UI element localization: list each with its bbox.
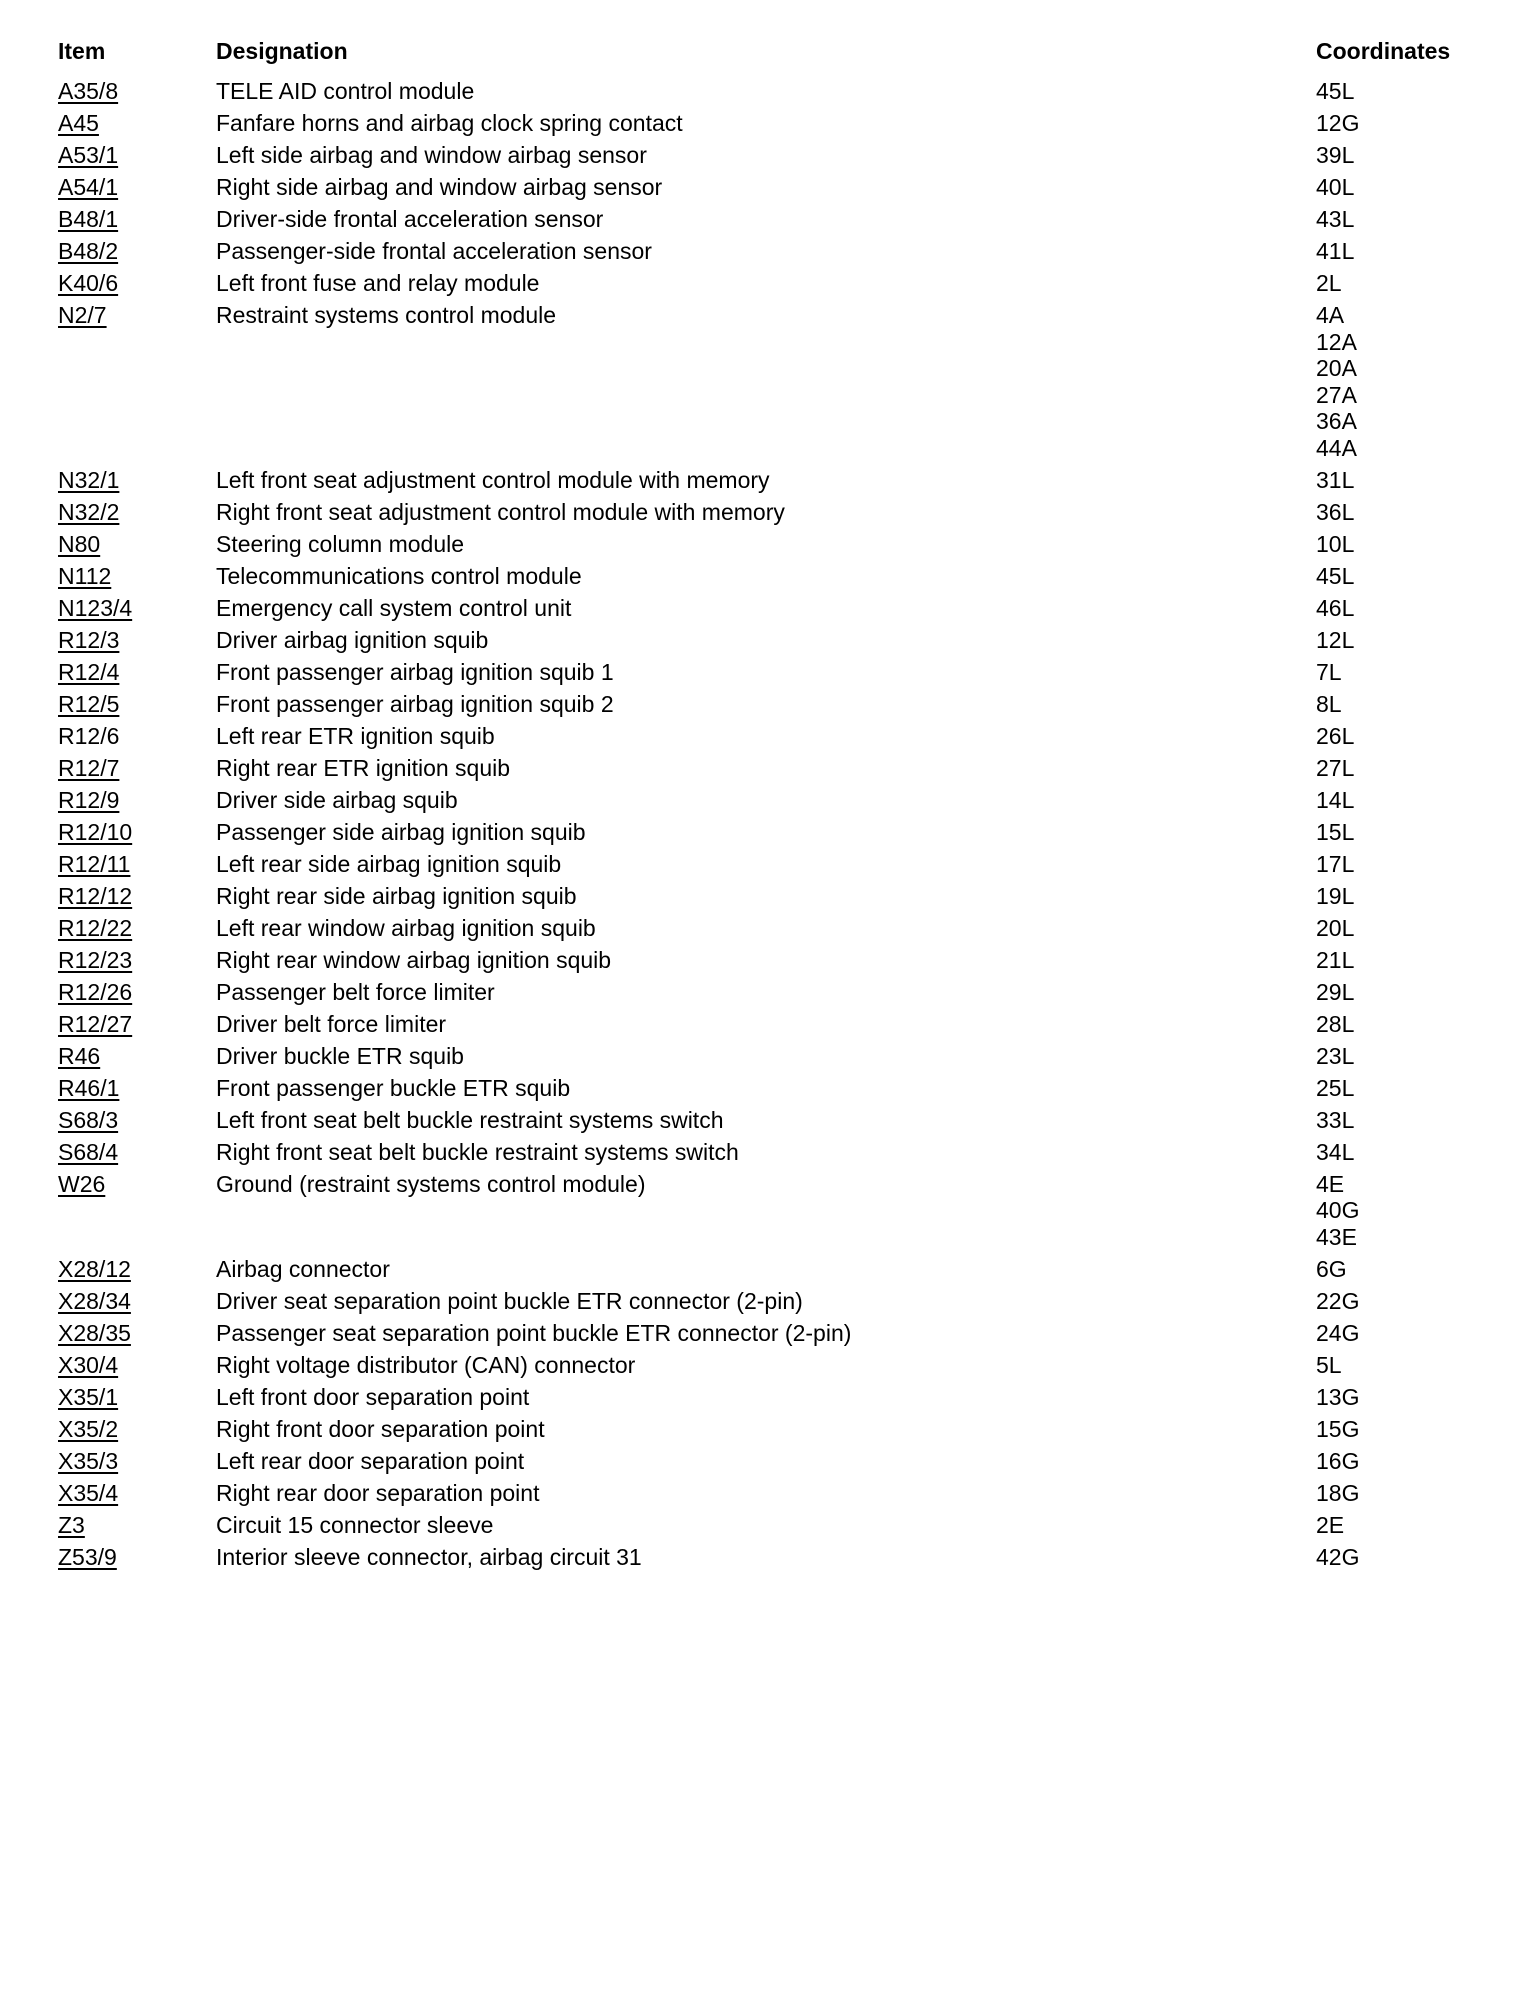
- designation-cell: Right side airbag and window airbag sensor: [216, 174, 663, 200]
- coordinates-cell: [1316, 563, 1498, 590]
- item-cell: [58, 531, 216, 557]
- coordinate-value: 17L: [1316, 850, 1355, 877]
- designation-cell: Left front fuse and relay module: [216, 270, 540, 296]
- coordinates-cell: [1316, 174, 1498, 201]
- item-cell: [58, 1171, 216, 1197]
- coordinate-value: 40G: [1316, 1197, 1360, 1223]
- coordinate-value: 12G: [1316, 110, 1360, 136]
- item-link[interactable]: R46: [58, 1042, 101, 1069]
- item-cell: [58, 723, 216, 749]
- coordinates-cell: [1316, 1107, 1498, 1134]
- coordinate-value: 4E: [1316, 1170, 1345, 1197]
- coordinate-value: 15G: [1316, 1415, 1360, 1442]
- item-cell: [58, 595, 216, 621]
- table-row: [58, 691, 1498, 723]
- coordinate-value: 36A: [1316, 408, 1357, 434]
- designation-cell: Driver airbag ignition squib: [216, 626, 489, 653]
- item-link[interactable]: N2/7: [58, 302, 107, 328]
- table-row: [58, 563, 1498, 595]
- item-link[interactable]: X28/12: [58, 1255, 131, 1282]
- designation-cell: Left rear ETR ignition squib: [216, 722, 495, 749]
- item-link[interactable]: R12/9: [58, 786, 120, 813]
- item-link[interactable]: N32/1: [58, 466, 120, 493]
- item-cell: [58, 1384, 216, 1410]
- coordinates-cell: [1316, 915, 1498, 942]
- table-row: [58, 531, 1498, 563]
- coordinate-value: 44A: [1316, 434, 1357, 461]
- item-cell: [58, 499, 216, 525]
- designation-cell: Emergency call system control unit: [216, 594, 572, 621]
- coordinate-value: 8L: [1316, 690, 1342, 717]
- item-link[interactable]: N80: [58, 530, 101, 557]
- designation-cell: Front passenger airbag ignition squib 2: [216, 690, 614, 717]
- item-link[interactable]: X28/34: [58, 1287, 131, 1314]
- table-row: [58, 947, 1498, 979]
- table-row: [58, 1352, 1498, 1384]
- item-cell: [58, 947, 216, 973]
- item-link[interactable]: R46/1: [58, 1074, 120, 1101]
- designation-cell: Left rear window airbag ignition squib: [216, 914, 596, 941]
- table-row: [58, 1384, 1498, 1416]
- table-row: [58, 78, 1498, 110]
- item-link[interactable]: A53/1: [58, 142, 119, 168]
- table-row: [58, 627, 1498, 659]
- table-row: [58, 1171, 1498, 1256]
- item-link[interactable]: A54/1: [58, 174, 119, 200]
- item-link[interactable]: R12/10: [58, 818, 133, 845]
- table-row: [58, 1512, 1498, 1544]
- coordinate-value: 16G: [1316, 1447, 1360, 1474]
- coordinate-value: 39L: [1316, 142, 1355, 168]
- item-cell: [58, 1480, 216, 1506]
- table-row: [58, 1107, 1498, 1139]
- item-label: R12/6: [58, 722, 120, 749]
- item-cell: [58, 206, 216, 232]
- table-row: [58, 819, 1498, 851]
- header-coordinates: Coordinates: [1316, 38, 1451, 64]
- coordinates-cell: [1316, 499, 1498, 526]
- item-cell: [58, 1512, 216, 1538]
- item-cell: [58, 1544, 216, 1570]
- coordinates-cell: [1316, 1512, 1498, 1539]
- coordinate-value: 23L: [1316, 1042, 1355, 1069]
- coordinate-value: 14L: [1316, 786, 1355, 813]
- coordinates-cell: [1316, 1352, 1498, 1379]
- designation-cell: Fanfare horns and airbag clock spring contact: [216, 110, 683, 136]
- designation-cell: Airbag connector: [216, 1255, 390, 1282]
- designation-cell: Driver belt force limiter: [216, 1010, 447, 1037]
- coordinates-cell: [1316, 1011, 1498, 1038]
- coordinates-cell: [1316, 110, 1498, 137]
- designation-cell: Right front seat adjustment control module with memory: [216, 498, 785, 525]
- item-cell: [58, 979, 216, 1005]
- designation-cell: Right front door separation point: [216, 1415, 545, 1442]
- designation-cell: Driver seat separation point buckle ETR connector (2-pin): [216, 1287, 803, 1314]
- coordinate-value: 45L: [1316, 78, 1355, 104]
- coordinate-value: 31L: [1316, 466, 1355, 493]
- coordinates-cell: [1316, 467, 1498, 494]
- item-cell: [58, 787, 216, 813]
- coordinate-value: 26L: [1316, 722, 1355, 749]
- header-designation: Designation: [216, 38, 348, 64]
- coordinates-cell: [1316, 755, 1498, 782]
- item-cell: [58, 78, 216, 104]
- coordinates-cell: [1316, 270, 1498, 297]
- coordinate-value: 21L: [1316, 946, 1355, 973]
- item-cell: [58, 1352, 216, 1378]
- coordinate-value: 29L: [1316, 978, 1355, 1005]
- designation-cell: Right front seat belt buckle restraint systems switch: [216, 1138, 739, 1165]
- table-row: [58, 659, 1498, 691]
- table-row: [58, 467, 1498, 499]
- designation-cell: Left front seat belt buckle restraint systems switch: [216, 1106, 724, 1133]
- item-link[interactable]: X35/1: [58, 1383, 119, 1410]
- item-cell: [58, 659, 216, 685]
- table-row: [58, 1043, 1498, 1075]
- designation-cell: Passenger belt force limiter: [216, 978, 495, 1005]
- coordinate-value: 43L: [1316, 206, 1355, 232]
- item-cell: [58, 1416, 216, 1442]
- coordinate-value: 24G: [1316, 1319, 1360, 1346]
- item-link[interactable]: X35/3: [58, 1447, 119, 1474]
- designation-cell: Passenger seat separation point buckle ETR connector (2-pin): [216, 1319, 852, 1346]
- coordinates-cell: [1316, 1139, 1498, 1166]
- coordinates-cell: [1316, 627, 1498, 654]
- coordinates-cell: [1316, 691, 1498, 718]
- designation-cell: Passenger side airbag ignition squib: [216, 818, 586, 845]
- coordinate-value: 12A: [1316, 328, 1357, 355]
- header-item: Item: [58, 38, 106, 64]
- coordinates-cell: [1316, 659, 1498, 686]
- item-link[interactable]: R12/11: [58, 850, 131, 877]
- table-row: [58, 206, 1498, 238]
- item-cell: [58, 110, 216, 136]
- coordinates-cell: [1316, 851, 1498, 878]
- designation-cell: Left front seat adjustment control module with memory: [216, 466, 770, 493]
- table-row: [58, 915, 1498, 947]
- coordinates-cell: [1316, 1288, 1498, 1315]
- item-cell: [58, 1288, 216, 1314]
- item-link[interactable]: S68/3: [58, 1106, 119, 1133]
- item-cell: [58, 142, 216, 168]
- coordinate-value: 15L: [1316, 818, 1355, 845]
- coordinate-value: 20L: [1316, 914, 1355, 941]
- table-header-row: [58, 38, 1498, 78]
- coordinates-cell: [1316, 1075, 1498, 1102]
- item-link[interactable]: R12/23: [58, 946, 133, 973]
- item-link[interactable]: R12/5: [58, 690, 120, 717]
- coordinate-value: 40L: [1316, 174, 1355, 200]
- designation-cell: Front passenger airbag ignition squib 1: [216, 658, 614, 685]
- coordinates-cell: [1316, 1544, 1498, 1571]
- designation-cell: Right rear side airbag ignition squib: [216, 882, 577, 909]
- coordinates-cell: [1316, 1480, 1498, 1507]
- item-link[interactable]: W26: [58, 1170, 106, 1197]
- item-link[interactable]: B48/2: [58, 238, 119, 264]
- coordinate-value: 13G: [1316, 1383, 1360, 1410]
- designation-cell: Right rear window airbag ignition squib: [216, 946, 612, 973]
- coordinates-cell: [1316, 595, 1498, 622]
- table-row: [58, 1320, 1498, 1352]
- item-link[interactable]: R12/3: [58, 626, 120, 653]
- designation-cell: Driver side airbag squib: [216, 786, 458, 813]
- coordinates-cell: [1316, 78, 1498, 105]
- designation-cell: TELE AID control module: [216, 78, 475, 104]
- designation-cell: Left rear door separation point: [216, 1447, 525, 1474]
- coordinates-cell: [1316, 1171, 1498, 1251]
- table-row: [58, 883, 1498, 915]
- table-row: [58, 723, 1498, 755]
- item-cell: [58, 270, 216, 296]
- designation-cell: Restraint systems control module: [216, 302, 557, 328]
- item-link[interactable]: X35/4: [58, 1479, 119, 1506]
- coordinate-value: 28L: [1316, 1010, 1355, 1037]
- coordinate-value: 18G: [1316, 1479, 1360, 1506]
- table-row: [58, 1256, 1498, 1288]
- coordinate-value: 33L: [1316, 1106, 1355, 1133]
- coordinates-cell: [1316, 819, 1498, 846]
- table-row: [58, 1544, 1498, 1576]
- item-cell: [58, 238, 216, 264]
- coordinates-cell: [1316, 979, 1498, 1006]
- coordinate-value: 34L: [1316, 1138, 1355, 1165]
- coordinate-value: 2E: [1316, 1511, 1345, 1538]
- coordinates-cell: [1316, 206, 1498, 233]
- table-row: [58, 979, 1498, 1011]
- coordinate-value: 6G: [1316, 1255, 1347, 1282]
- item-link[interactable]: R12/12: [58, 882, 133, 909]
- designation-cell: Left side airbag and window airbag sensor: [216, 142, 647, 168]
- coordinates-cell: [1316, 142, 1498, 169]
- table-row: [58, 1075, 1498, 1107]
- coordinate-value: 4A: [1316, 302, 1345, 328]
- coordinate-value: 36L: [1316, 498, 1355, 525]
- item-cell: [58, 1107, 216, 1133]
- designation-cell: Passenger-side frontal acceleration sensor: [216, 238, 652, 264]
- table-row: [58, 238, 1498, 270]
- item-cell: [58, 1448, 216, 1474]
- designation-cell: Right voltage distributor (CAN) connector: [216, 1351, 636, 1378]
- item-link[interactable]: X35/2: [58, 1415, 119, 1442]
- coordinate-value: 46L: [1316, 594, 1355, 621]
- item-cell: [58, 1320, 216, 1346]
- coordinate-value: 5L: [1316, 1351, 1342, 1378]
- coordinates-cell: [1316, 1320, 1498, 1347]
- designation-cell: Telecommunications control module: [216, 562, 582, 589]
- coordinate-value: 41L: [1316, 238, 1355, 264]
- item-cell: [58, 1011, 216, 1037]
- item-link[interactable]: R12/4: [58, 658, 120, 685]
- item-cell: [58, 691, 216, 717]
- item-cell: [58, 563, 216, 589]
- designation-cell: Left front door separation point: [216, 1383, 530, 1410]
- item-link[interactable]: S68/4: [58, 1138, 119, 1165]
- table-row: [58, 174, 1498, 206]
- item-cell: [58, 467, 216, 493]
- coordinate-value: 10L: [1316, 530, 1355, 557]
- coordinates-cell: [1316, 947, 1498, 974]
- item-link[interactable]: A45: [58, 110, 99, 136]
- item-link[interactable]: X30/4: [58, 1351, 119, 1378]
- table-row: [58, 787, 1498, 819]
- item-cell: [58, 302, 216, 328]
- item-link[interactable]: Z53/9: [58, 1543, 117, 1570]
- table-row: [58, 595, 1498, 627]
- item-link[interactable]: N112: [58, 562, 112, 589]
- table-row: [58, 1011, 1498, 1043]
- component-legend-table: [58, 38, 1498, 1576]
- item-cell: [58, 883, 216, 909]
- designation-cell: Circuit 15 connector sleeve: [216, 1511, 494, 1538]
- item-cell: [58, 851, 216, 877]
- coordinate-value: 7L: [1316, 658, 1342, 685]
- coordinates-cell: [1316, 883, 1498, 910]
- coordinates-cell: [1316, 302, 1498, 461]
- coordinate-value: 20A: [1316, 355, 1357, 381]
- coordinates-cell: [1316, 1448, 1498, 1475]
- designation-cell: Ground (restraint systems control module): [216, 1170, 646, 1197]
- item-cell: [58, 819, 216, 845]
- table-row: [58, 270, 1498, 302]
- item-cell: [58, 1075, 216, 1101]
- item-link[interactable]: N123/4: [58, 594, 133, 621]
- table-row: [58, 1448, 1498, 1480]
- coordinates-cell: [1316, 723, 1498, 750]
- coordinate-value: 2L: [1316, 270, 1342, 296]
- item-link[interactable]: Z3: [58, 1511, 85, 1538]
- item-cell: [58, 1139, 216, 1165]
- item-cell: [58, 174, 216, 200]
- table-row: [58, 499, 1498, 531]
- item-link[interactable]: N32/2: [58, 498, 120, 525]
- designation-cell: Right rear ETR ignition squib: [216, 754, 511, 781]
- coordinate-value: 25L: [1316, 1074, 1355, 1101]
- coordinates-cell: [1316, 1416, 1498, 1443]
- coordinates-cell: [1316, 787, 1498, 814]
- designation-cell: Interior sleeve connector, airbag circuit 31: [216, 1543, 642, 1570]
- designation-cell: Left rear side airbag ignition squib: [216, 850, 562, 877]
- item-cell: [58, 915, 216, 941]
- item-link[interactable]: R12/27: [58, 1010, 133, 1037]
- coordinates-cell: [1316, 1256, 1498, 1283]
- designation-cell: Right rear door separation point: [216, 1479, 540, 1506]
- coordinates-cell: [1316, 238, 1498, 265]
- item-link[interactable]: R12/26: [58, 978, 133, 1005]
- designation-cell: Steering column module: [216, 530, 465, 557]
- designation-cell: Driver buckle ETR squib: [216, 1042, 464, 1069]
- coordinate-value: 42G: [1316, 1543, 1360, 1570]
- table-row: [58, 851, 1498, 883]
- table-row: [58, 1480, 1498, 1512]
- table-row: [58, 755, 1498, 787]
- coordinate-value: 45L: [1316, 562, 1355, 589]
- item-link[interactable]: R12/22: [58, 914, 133, 941]
- coordinate-value: 43E: [1316, 1223, 1357, 1250]
- coordinate-value: 12L: [1316, 626, 1355, 653]
- item-cell: [58, 1043, 216, 1069]
- table-body: [58, 78, 1498, 1576]
- item-link[interactable]: B48/1: [58, 206, 119, 232]
- item-link[interactable]: A35/8: [58, 78, 119, 104]
- item-link[interactable]: R12/7: [58, 754, 120, 781]
- coordinates-cell: [1316, 531, 1498, 558]
- item-link[interactable]: X28/35: [58, 1319, 131, 1346]
- coordinate-value: 27L: [1316, 754, 1355, 781]
- table-row: [58, 1288, 1498, 1320]
- designation-cell: Driver-side frontal acceleration sensor: [216, 206, 604, 232]
- table-row: [58, 110, 1498, 142]
- table-row: [58, 1139, 1498, 1171]
- item-link[interactable]: K40/6: [58, 270, 119, 296]
- coordinate-value: 22G: [1316, 1287, 1360, 1314]
- table-row: [58, 302, 1498, 467]
- table-row: [58, 1416, 1498, 1448]
- table-row: [58, 142, 1498, 174]
- coordinate-value: 19L: [1316, 882, 1355, 909]
- item-cell: [58, 755, 216, 781]
- coordinates-cell: [1316, 1384, 1498, 1411]
- item-cell: [58, 1256, 216, 1282]
- coordinate-value: 27A: [1316, 381, 1357, 408]
- designation-cell: Front passenger buckle ETR squib: [216, 1074, 571, 1101]
- coordinates-cell: [1316, 1043, 1498, 1070]
- item-cell: [58, 627, 216, 653]
